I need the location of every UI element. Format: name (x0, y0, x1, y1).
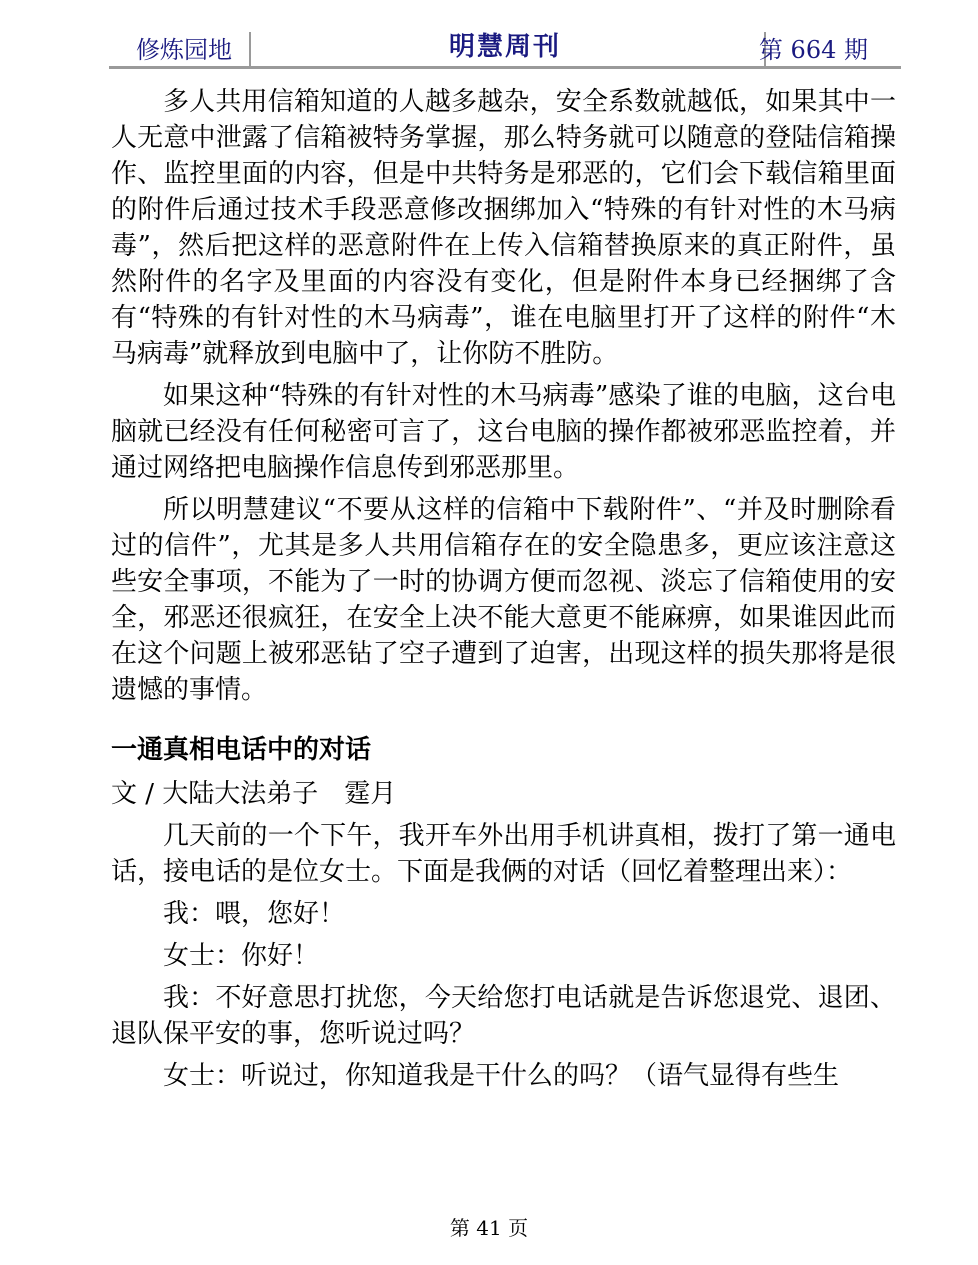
dialog-line: 我：不好意思打扰您，今天给您打电话就是告诉您退党、退团、退队保平安的事，您听说过吗？ (111, 983, 896, 1049)
article-intro: 几天前的一个下午，我开车外出用手机讲真相，拨打了第一通电话，接电话的是位女士。下面是我俩的对话（回忆着整理出来）： (111, 821, 896, 887)
page-header (109, 26, 901, 68)
article-title: 一通真相电话中的对话 (111, 735, 372, 765)
page-number: 第 41 页 (449, 1216, 529, 1240)
publication-title: 明慧周刊 (448, 32, 561, 62)
body-paragraph: 多人共用信箱知道的人越多越杂，安全系数就越低，如果其中一人无意中泄露了信箱被特务掌握，那么特务就可以随意的登陆信箱操作、监控里面的内容，但是中共特务是邪恶的，它们会下载信箱里面的附件后通过技术手段恶意修改捆绑加入“特殊的有针对性的木马病毒”，然后把这样的恶意附件在上传入信箱替换原来的真正附件，虽然附件的名字及里面的内容没有变化，但是附件本身已经捆绑了含有“特殊的有针对性的木马病毒”，谁在电脑里打开了这样的附件“木马病毒”就释放到电脑中了，让你防不胜防。 (111, 87, 896, 369)
dialog-line: 女士：听说过，你知道我是干什么的吗？（语气显得有些生 (163, 1061, 840, 1091)
body-paragraph: 所以明慧建议“不要从这样的信箱中下载附件”、“并及时删除看过的信件”，尤其是多人共用信箱存在的安全隐患多，更应该注意这些安全事项，不能为了一时的协调方便而忽视、淡忘了信箱使用的安全，邪恶还很疯狂，在安全上决不能大意更不能麻痹，如果谁因此而在这个问题上被邪恶钻了空子遭到了迫害，出现这样的损失那将是很遗憾的事情。 (111, 495, 896, 705)
body-paragraph: 如果这种“特殊的有针对性的木马病毒”感染了谁的电脑，这台电脑就已经没有任何秘密可言了，这台电脑的操作都被邪恶监控着，并通过网络把电脑操作信息传到邪恶那里。 (111, 381, 896, 483)
dialog-line: 女士：你好！ (163, 941, 320, 971)
section-name: 修炼园地 (136, 36, 232, 64)
dialog-list (111, 896, 896, 1094)
dialog-line: 我：喂，您好！ (163, 899, 346, 929)
header-rule (109, 66, 901, 69)
issue-number: 第 664 期 (758, 36, 868, 64)
article-byline: 文 / 大陆大法弟子 霆月 (111, 779, 397, 809)
page-body (111, 84, 896, 1094)
